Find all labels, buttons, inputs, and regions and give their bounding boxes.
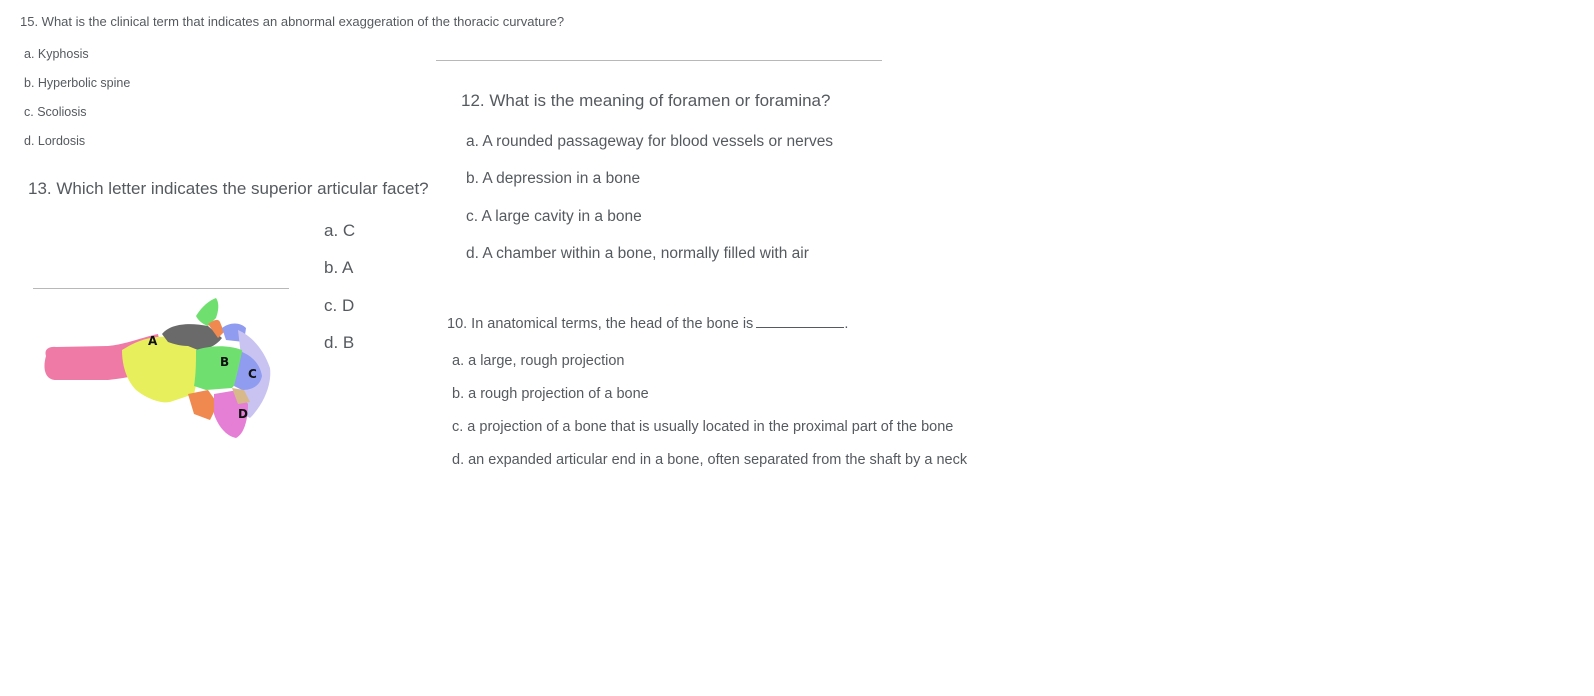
vertebra-figure [38, 294, 278, 444]
q15-option-c[interactable]: c. Scoliosis [24, 105, 87, 119]
q13-option-c[interactable]: c. D [324, 296, 355, 315]
q10-option-c[interactable]: c. a projection of a bone that is usually located in the proximal part of the bone [452, 419, 954, 435]
q13-option-d[interactable]: d. B [324, 333, 355, 352]
q10-question-end: . [844, 316, 849, 332]
figure-label-d: D [238, 407, 248, 421]
q13-question: 13. Which letter indicates the superior articular facet? [28, 179, 429, 198]
q15-option-a[interactable]: a. Kyphosis [24, 47, 89, 61]
figure-label-c: C [248, 367, 257, 381]
figure-label-a: A [148, 334, 158, 348]
q10-answer-blank [756, 327, 844, 328]
divider-q13 [33, 288, 289, 289]
q10-option-d[interactable]: d. an expanded articular end in a bone, often separated from the shaft by a neck [452, 452, 968, 468]
q13-option-a[interactable]: a. C [324, 221, 356, 240]
q10-question [447, 316, 848, 332]
q12-option-a[interactable]: a. A rounded passageway for blood vessels or nerves [466, 133, 834, 150]
q15-option-b[interactable]: b. Hyperbolic spine [24, 76, 131, 90]
q15-option-d[interactable]: d. Lordosis [24, 134, 86, 148]
q15-question: 15. What is the clinical term that indicates an abnormal exaggeration of the thoracic curvature? [20, 14, 565, 29]
q12-option-d[interactable]: d. A chamber within a bone, normally filled with air [466, 245, 809, 262]
q12-option-c[interactable]: c. A large cavity in a bone [466, 208, 642, 225]
q13-option-b[interactable]: b. A [324, 258, 354, 277]
bone-orange-bottom [188, 390, 218, 420]
q10-option-b[interactable]: b. a rough projection of a bone [452, 386, 649, 402]
q12-option-b[interactable]: b. A depression in a bone [466, 170, 641, 187]
q10-option-a[interactable]: a. a large, rough projection [452, 353, 625, 369]
q12-question: 12. What is the meaning of foramen or foramina? [461, 91, 831, 110]
figure-label-b: B [220, 355, 230, 369]
bone-yellow-region [122, 337, 199, 403]
q10-question-text: 10. In anatomical terms, the head of the bone is [447, 316, 754, 332]
divider-q12 [436, 60, 882, 61]
